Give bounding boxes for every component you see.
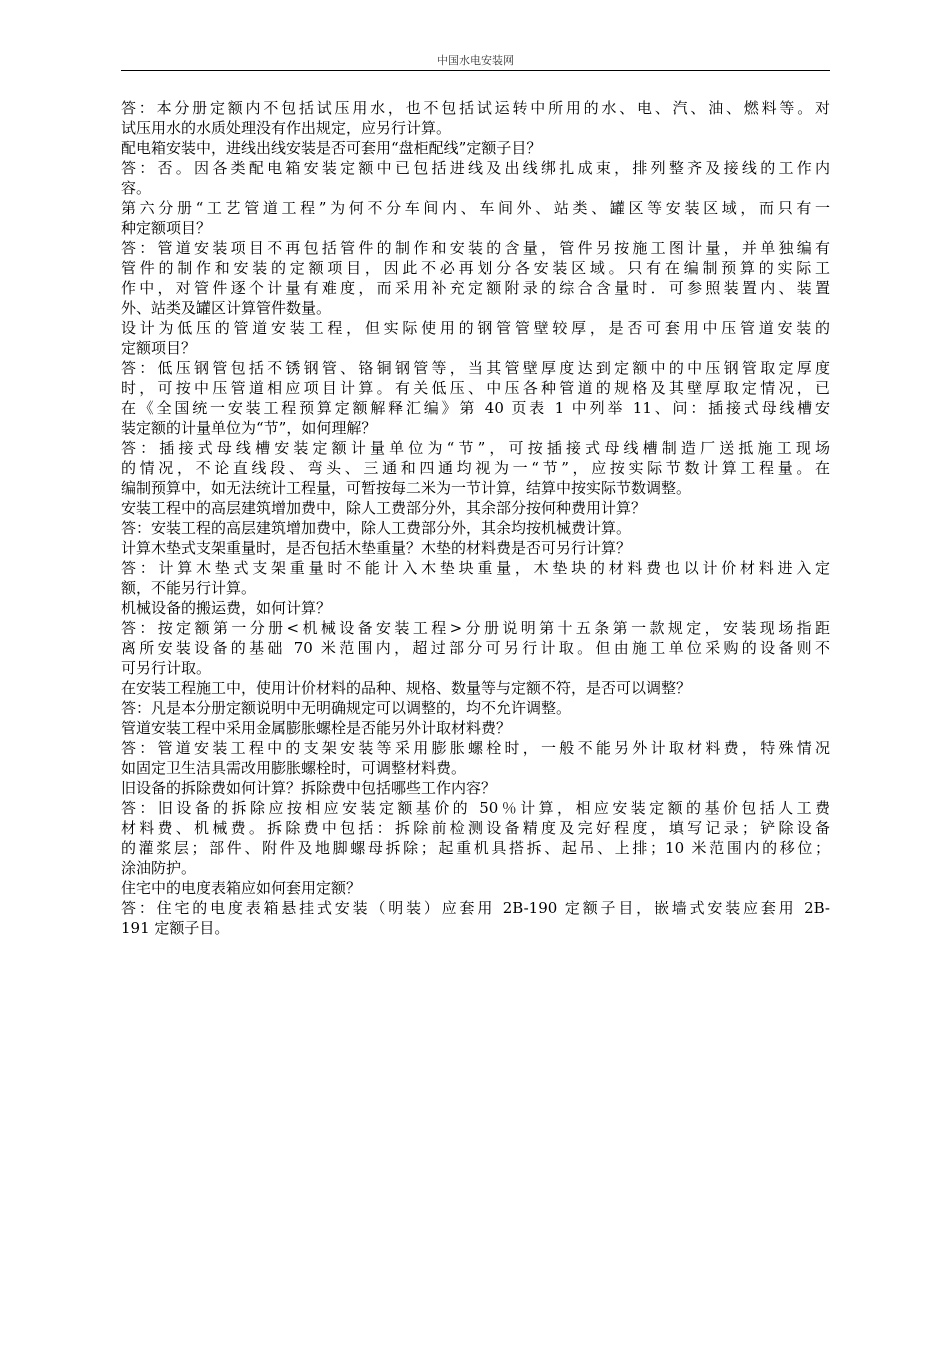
text-line: 答：旧设备的拆除应按相应安装定额基价的 50％计算，相应安装定额的基价包括人工费 [121,799,830,817]
text-line: 住宅中的电度表箱应如何套用定额？ [121,879,362,897]
text-line: 管件的制作和安装的定额项目，因此不必再划分各安装区域。只有在编制预算的实际工 [121,259,830,277]
text-line: 答：否。因各类配电箱安装定额中已包括进线及出线绑扎成束，排列整齐及接线的工作内 [121,159,830,177]
text-line: 管道安装工程中采用金属膨胀螺栓是否能另外计取材料费？ [121,719,512,737]
text-line: 设计为低压的管道安装工程，但实际使用的钢管管壁较厚，是否可套用中压管道安装的 [121,319,830,337]
text-line: 安装工程中的高层建筑增加费中，除人工费部分外，其余部分按何种费用计算？ [121,499,647,517]
text-line: 旧设备的拆除费如何计算？拆除费中包括哪些工作内容？ [121,779,497,797]
page-header: 中国水电安装网 [437,54,514,67]
text-line: 试压用水的水质处理没有作出规定，应另行计算。 [121,119,452,137]
text-line: 定额项目？ [121,339,197,357]
text-line: 在《全国统一安装工程预算定额解释汇编》第 40 页表 1 中列举 11、问：插接式母线槽安 [121,399,830,417]
text-line: 涂油防护。 [121,859,197,877]
text-line: 外、站类及罐区计算管件数量。 [121,299,332,317]
text-line: 配电箱安装中，进线出线安装是否可套用“盘柜配线”定额子目？ [121,139,542,157]
text-line: 作中，对管件逐个计量有难度，而采用补充定额附录的综合含量时．可参照装置内、装置 [121,279,830,297]
text-line: 编制预算中，如无法统计工程量，可暂按每二米为一节计算，结算中按实际节数调整。 [121,479,692,497]
text-line: 计算木垫式支架重量时，是否包括木垫重量？木垫的材料费是否可另行计算？ [121,539,632,557]
text-line: 191 定额子目。 [121,919,230,937]
text-line: 如固定卫生洁具需改用膨胀螺栓时，可调整材料费。 [121,759,467,777]
text-line: 答：按定额第一分册<机械设备安装工程>分册说明第十五条第一款规定，安装现场指距 [121,619,830,637]
text-line: 装定额的计量单位为“节”，如何理解？ [121,419,377,437]
text-line: 答：本分册定额内不包括试压用水，也不包括试运转中所用的水、电、汽、油、燃料等。对 [121,99,830,117]
text-line: 材料费、机械费。拆除费中包括：拆除前检测设备精度及完好程度，填写记录；铲除设备 [121,819,830,837]
text-line: 答：计算木垫式支架重量时不能计入木垫块重量，木垫块的材料费也以计价材料进入定 [121,559,830,577]
text-line: 时，可按中压管道相应项目计算。有关低压、中压各种管道的规格及其壁厚取定情况，已 [121,379,830,397]
text-line: 离所安装设备的基础 70 米范围内，超过部分可另行计取。但由施工单位采购的设备则不 [121,639,830,657]
document-body [121,98,830,938]
text-line: 容。 [121,179,152,197]
text-line: 机械设备的搬运费，如何计算？ [121,599,332,617]
text-line: 答：住宅的电度表箱悬挂式安装（明装）应套用 2B-190 定额子目，嵌墙式安装应套用 2B- [121,899,830,917]
text-line: 种定额项目？ [121,219,212,237]
text-line: 的情况，不论直线段、弯头、三通和四通均视为一“节”，应按实际节数计算工程量。在 [121,459,830,477]
text-line: 答：插接式母线槽安装定额计量单位为“节”，可按插接式母线槽制造厂送抵施工现场 [121,439,830,457]
header-divider [121,70,830,71]
text-line: 第六分册“工艺管道工程”为何不分车间内、车间外、站类、罐区等安装区域，而只有一 [121,199,830,217]
text-line: 答：管道安装工程中的支架安装等采用膨胀螺栓时，一般不能另外计取材料费，特殊情况 [121,739,830,757]
text-line: 答：管道安装项目不再包括管件的制作和安装的含量，管件另按施工图计量，并单独编有 [121,239,830,257]
text-line: 额，不能另行计算。 [121,579,257,597]
text-line: 可另行计取。 [121,659,212,677]
text-line: 在安装工程施工中，使用计价材料的品种、规格、数量等与定额不符，是否可以调整？ [121,679,692,697]
text-line: 答：安装工程的高层建筑增加费中，除人工费部分外，其余均按机械费计算。 [121,519,632,537]
text-line: 的灌浆层；部件、附件及地脚螺母拆除；起重机具搭拆、起吊、上排；10 米范围内的移位； [121,839,830,857]
text-line: 答：低压钢管包括不锈钢管、铬铜钢管等，当其管壁厚度达到定额中的中压钢管取定厚度 [121,359,830,377]
text-line: 答：凡是本分册定额说明中无明确规定可以调整的，均不允许调整。 [121,699,572,717]
